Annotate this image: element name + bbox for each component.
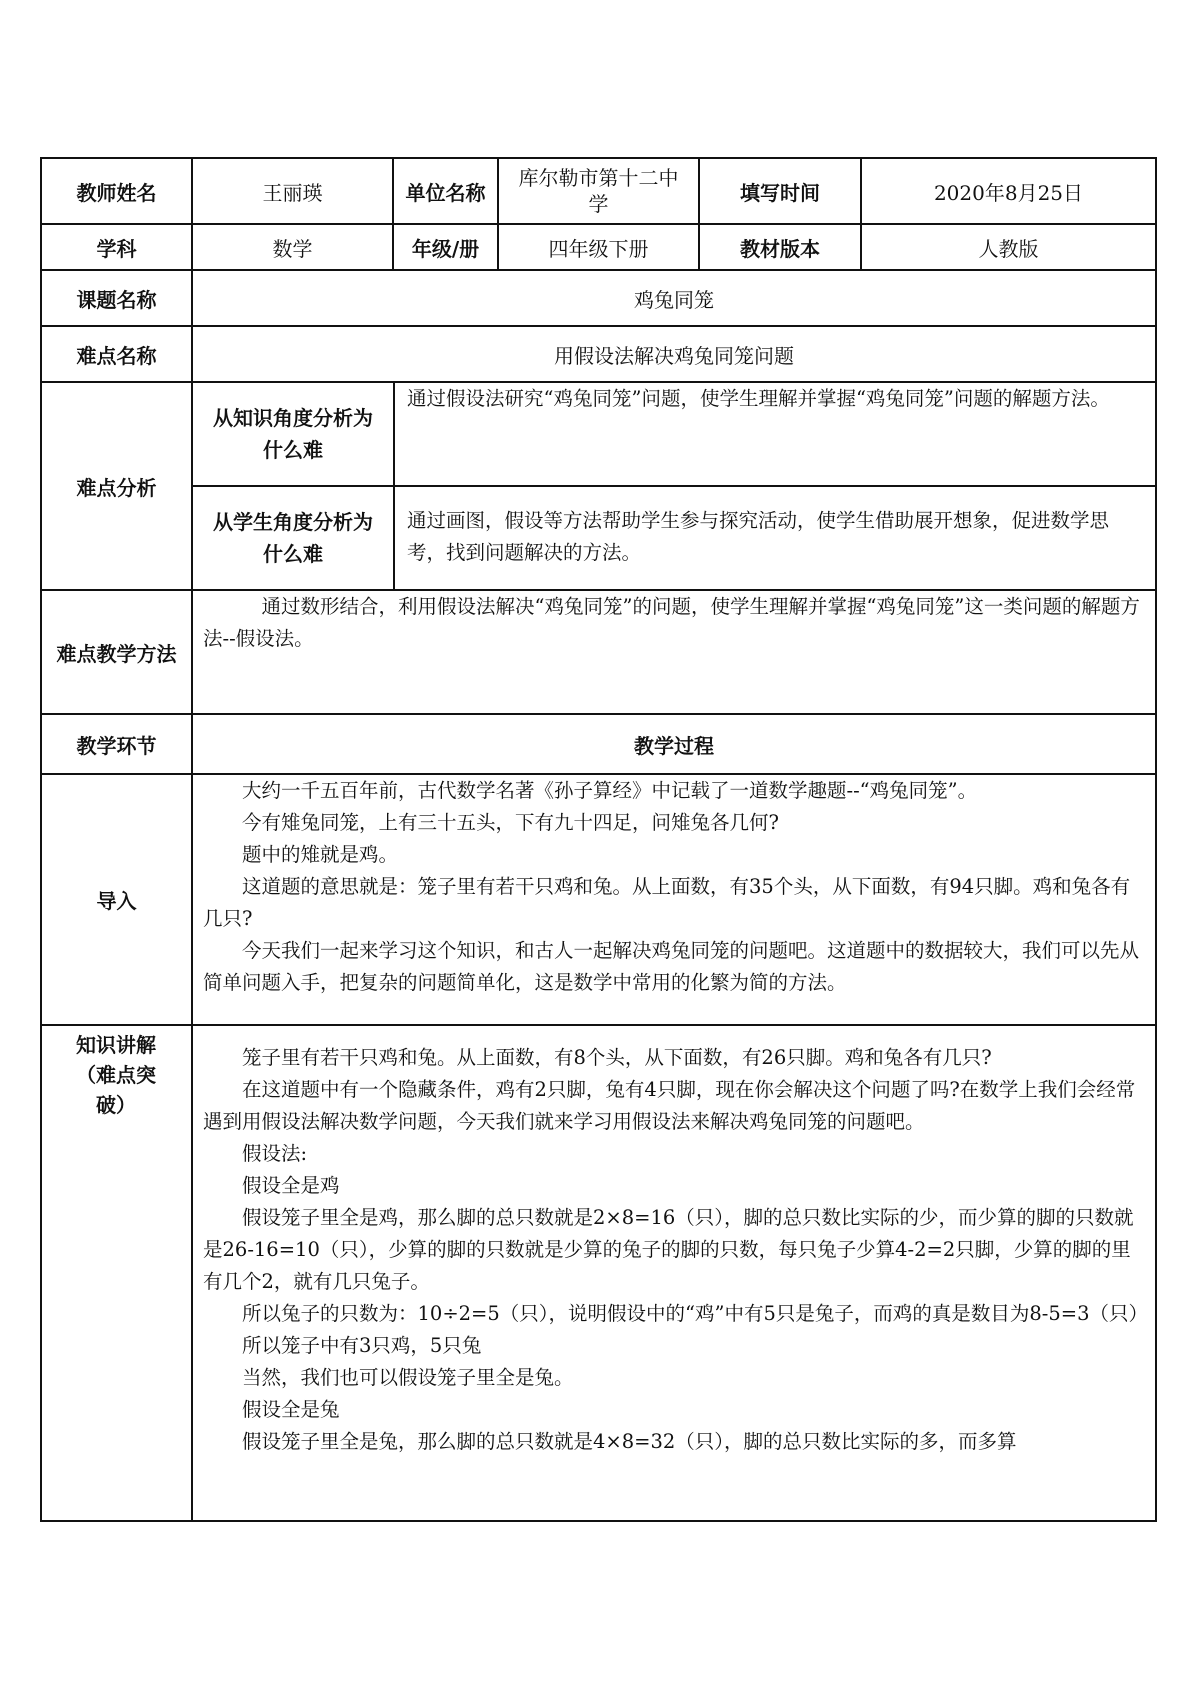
- method-text-cell: [193, 591, 1155, 713]
- knowledge-label: 知识讲解（难点突破）: [76, 1033, 156, 1117]
- intro-paragraph: 大约一千五百年前，古代数学名著《孙子算经》中记载了一道数学趣题--“鸡兔同笼”。: [242, 779, 978, 802]
- intro-paragraph: 题中的雉就是鸡。: [242, 843, 399, 866]
- method-text: 通过数形结合，利用假设法解决“鸡兔同笼”的问题，使学生理解并掌握“鸡兔同笼”这一类问题的解题方法--假设法。: [203, 595, 1140, 650]
- knowledge-paragraph: 在这道题中有一个隐藏条件，鸡有2只脚，兔有4只脚，现在你会解决这个问题了吗?在数学上我们会经常遇到用假设法解决数学问题，今天我们就来学习用假设法来解决鸡兔同笼的问题吧。: [203, 1078, 1136, 1133]
- knowledge-paragraph: 假设法:: [242, 1142, 308, 1165]
- student-angle-label: 从学生角度分析为什么难: [213, 510, 373, 566]
- knowledge-paragraph: 假设全是兔: [242, 1398, 340, 1421]
- grade-value: 四年级下册: [548, 236, 649, 261]
- intro-paragraph: 今天我们一起来学习这个知识，和古人一起解决鸡兔同笼的问题吧。这道题中的数据较大，我们可以先从简单问题入手，把复杂的问题简单化，这是数学中常用的化繁为简的方法。: [203, 939, 1140, 994]
- row-line: [40, 1024, 1157, 1026]
- knowledge-angle-text: 通过假设法研究“鸡兔同笼”问题，使学生理解并掌握“鸡兔同笼”问题的解题方法。: [407, 387, 1110, 410]
- process-header: 教学过程: [634, 733, 714, 758]
- knowledge-paragraph: 当然，我们也可以假设笼子里全是兔。: [242, 1366, 574, 1389]
- fill-date-value: 2020年8月25日: [933, 180, 1084, 205]
- stage-header: 教学环节: [76, 733, 157, 758]
- subject-label: 学科: [96, 236, 137, 261]
- topic-label: 课题名称: [76, 287, 157, 312]
- table-border-right: [1155, 157, 1157, 1522]
- intro-paragraph: 今有雉兔同笼，上有三十五头，下有九十四足，问雉兔各几何?: [242, 811, 779, 834]
- unit-name-label: 单位名称: [405, 180, 486, 205]
- knowledge-paragraph: 假设笼子里全是兔，那么脚的总只数就是4×8=32（只），脚的总只数比实际的多，而多算: [242, 1430, 1017, 1453]
- edition-label: 教材版本: [740, 236, 820, 261]
- teacher-name-label: 教师姓名: [76, 180, 157, 205]
- knowledge-angle-label: 从知识角度分析为什么难: [213, 406, 373, 462]
- difficulty-label: 难点名称: [76, 343, 157, 368]
- intro-paragraph: 这道题的意思就是：笼子里有若干只鸡和兔。从上面数，有35个头，从下面数，有94只脚。鸡和兔各有几只?: [203, 875, 1131, 930]
- unit-name-value: 库尔勒市第十二中学: [518, 166, 679, 216]
- knowledge-paragraph: 所以兔子的只数为：10÷2=5（只），说明假设中的“鸡”中有5只是兔子，而鸡的真是数目为8-5=3（只）: [242, 1302, 1149, 1325]
- knowledge-paragraph: 假设笼子里全是鸡，那么脚的总只数就是2×8=16（只），脚的总只数比实际的少，而少算的脚的只数就是26-16=10（只），少算的脚的只数就是少算的兔子的脚的只数，每只兔子少算4-2=2只脚，少算的脚的里有几个2，就有几只兔子。: [203, 1206, 1134, 1293]
- knowledge-text-cell: [193, 1042, 1155, 1520]
- analysis-label: 难点分析: [76, 475, 157, 500]
- subject-value: 数学: [272, 236, 313, 261]
- knowledge-paragraph: 笼子里有若干只鸡和兔。从上面数，有8个头，从下面数，有26只脚。鸡和兔各有几只?: [242, 1046, 992, 1069]
- difficulty-value: 用假设法解决鸡兔同笼问题: [554, 343, 794, 368]
- grade-label: 年级/册: [411, 236, 480, 261]
- teacher-name-value: 王丽瑛: [262, 180, 323, 205]
- method-label: 难点教学方法: [56, 641, 177, 666]
- knowledge-paragraph: 假设全是鸡: [242, 1174, 340, 1197]
- intro-text-cell: [193, 775, 1155, 1024]
- knowledge-paragraph: 所以笼子中有3只鸡，5只兔: [242, 1334, 482, 1357]
- table-bottom-line: [40, 1520, 1157, 1522]
- topic-value: 鸡兔同笼: [634, 287, 714, 312]
- student-angle-text: 通过画图，假设等方法帮助学生参与探究活动，使学生借助展开想象，促进数学思考，找到问题解决的方法。: [407, 509, 1110, 564]
- intro-label: 导入: [96, 889, 137, 913]
- edition-value: 人教版: [978, 236, 1039, 261]
- fill-date-label: 填写时间: [740, 180, 820, 205]
